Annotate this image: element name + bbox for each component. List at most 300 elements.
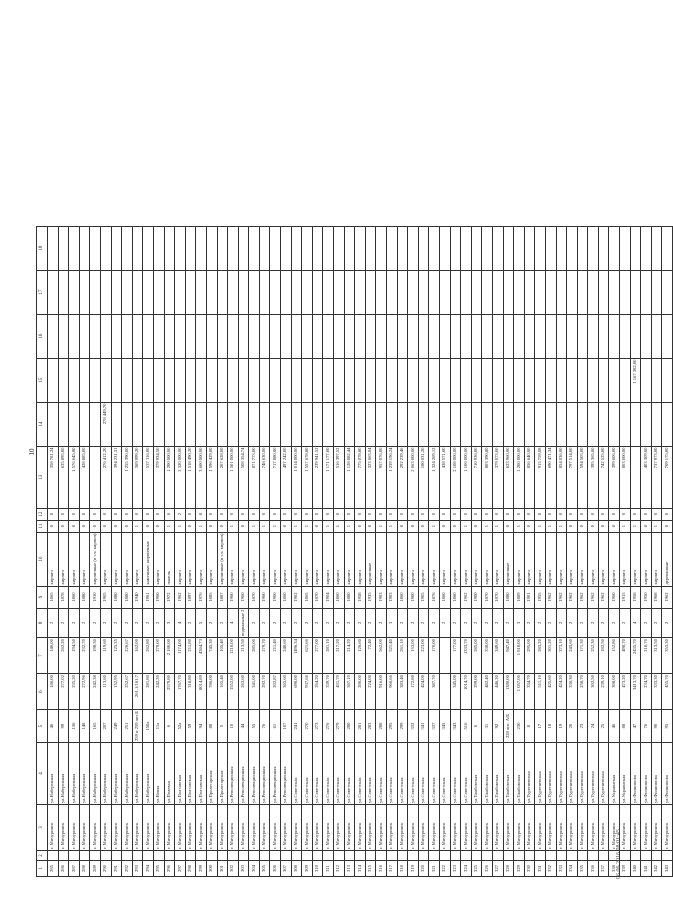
table-cell: 323 xyxy=(450,861,461,877)
table-cell: г. Мичуринск xyxy=(281,805,292,851)
table-cell: г. Мичуринск xyxy=(503,805,514,851)
column-number-cell: 18 xyxy=(37,226,48,270)
table-cell: 6 xyxy=(164,508,175,520)
table-cell xyxy=(355,226,366,270)
table-cell xyxy=(249,402,260,446)
table-cell: кирпич xyxy=(249,532,260,586)
table-cell: 1 128 882,44 xyxy=(344,446,355,508)
table-cell xyxy=(503,402,514,446)
table-cell: 113,60 xyxy=(100,674,111,710)
table-cell: 1962 xyxy=(588,586,599,608)
column-number-row xyxy=(37,226,48,876)
table-row xyxy=(206,226,217,876)
table-cell xyxy=(482,226,493,270)
table-cell xyxy=(397,851,408,861)
table-cell: 2 xyxy=(334,608,345,638)
table-cell: 710 936,00 xyxy=(471,446,482,508)
table-cell: г. Мичуринск xyxy=(397,805,408,851)
table-cell: 279,70 xyxy=(259,638,270,674)
table-cell: ул.Советская xyxy=(418,743,429,805)
table-cell: 1962 xyxy=(662,586,673,608)
table-cell xyxy=(588,226,599,270)
table-cell xyxy=(238,314,249,358)
table-cell xyxy=(630,851,641,861)
table-cell: 207 xyxy=(100,710,111,743)
table-cell xyxy=(482,851,493,861)
column-number-cell: 17 xyxy=(37,270,48,314)
table-cell xyxy=(492,270,503,314)
table-cell: 0 xyxy=(100,508,111,520)
column-number-cell: 3 xyxy=(37,805,48,851)
table-cell: 299 xyxy=(196,861,207,877)
table-cell: ул.Тамбовская xyxy=(492,743,503,805)
table-row xyxy=(598,226,609,876)
table-cell: г. Мичуринск xyxy=(387,805,398,851)
table-cell: 0 xyxy=(153,520,164,532)
table-cell: 1900 xyxy=(471,586,482,608)
table-cell xyxy=(641,270,652,314)
table-row xyxy=(450,226,461,876)
table-cell xyxy=(100,314,111,358)
table-cell xyxy=(291,851,302,861)
table-cell xyxy=(153,402,164,446)
table-cell: ул.Советская xyxy=(408,743,419,805)
table-cell xyxy=(259,358,270,402)
table-cell xyxy=(397,314,408,358)
table-cell xyxy=(545,314,556,358)
table-cell xyxy=(408,358,419,402)
table-cell: 1 xyxy=(630,520,641,532)
table-cell xyxy=(503,226,514,270)
table-cell: 2 180,00 xyxy=(164,638,175,674)
table-cell: 292 xyxy=(122,861,133,877)
table-cell: 270 xyxy=(302,710,313,743)
table-cell: 0 xyxy=(609,520,620,532)
table-cell xyxy=(206,358,217,402)
table-cell xyxy=(387,226,398,270)
table-cell: кирпич xyxy=(492,532,503,586)
table-cell: кирпич xyxy=(344,532,355,586)
table-cell: 0 xyxy=(111,508,122,520)
table-cell: г. Мичуринск xyxy=(79,805,90,851)
table-cell: 3413,70 xyxy=(630,674,641,710)
table-cell: 1 818,00 xyxy=(514,638,525,674)
table-cell: 854 036,00 xyxy=(556,446,567,508)
table-cell xyxy=(58,851,69,861)
table-cell: 0 xyxy=(641,520,652,532)
table-cell: 2 108 000,00 xyxy=(450,446,461,508)
table-cell: кирпичные xyxy=(365,532,376,586)
table-cell: 46 xyxy=(48,710,59,743)
column-number-cell: 7 xyxy=(37,638,48,674)
column-number-cell: 1 xyxy=(37,861,48,877)
table-cell: 299 xyxy=(397,710,408,743)
table-cell xyxy=(323,270,334,314)
table-cell xyxy=(259,270,270,314)
table-cell: 6 xyxy=(164,710,175,743)
table-row xyxy=(524,226,535,876)
table-cell xyxy=(662,402,673,446)
table-cell: каменные, кирпичные xyxy=(143,532,154,586)
table-cell: 323 663,04 xyxy=(365,446,376,508)
table-cell: 748 630,00 xyxy=(259,446,270,508)
table-cell xyxy=(387,270,398,314)
column-number-cell: 15 xyxy=(37,358,48,402)
table-cell: ул.Полтавская xyxy=(185,743,196,805)
table-cell: кирпичные xyxy=(503,532,514,586)
column-number-cell: 10 xyxy=(37,532,48,586)
table-cell xyxy=(228,270,239,314)
table-row xyxy=(418,226,429,876)
table-cell: 186,00 xyxy=(48,674,59,710)
table-cell: 180 031,20 xyxy=(418,446,429,508)
table-cell xyxy=(461,358,472,402)
table-cell xyxy=(69,270,80,314)
table-cell xyxy=(556,314,567,358)
table-cell: 1900 xyxy=(408,586,419,608)
table-cell xyxy=(567,226,578,270)
table-cell: деревянные xyxy=(662,532,673,586)
table-cell: ул.Тургеневская xyxy=(535,743,546,805)
table-cell: 302,50 xyxy=(588,674,599,710)
table-row xyxy=(228,226,239,876)
table-cell: 25 xyxy=(598,710,609,743)
table-row xyxy=(291,226,302,876)
table-cell: 0 xyxy=(217,508,228,520)
table-cell: 1 106 000,00 xyxy=(461,446,472,508)
table-cell xyxy=(545,270,556,314)
table-cell: 285,00 xyxy=(471,638,482,674)
table-cell: 1 324 269,12 xyxy=(429,446,440,508)
table-cell: 0 xyxy=(461,508,472,520)
table-cell: ул.Тамбовская xyxy=(471,743,482,805)
table-cell xyxy=(312,358,323,402)
table-cell: 328 xyxy=(503,861,514,877)
table-row xyxy=(185,226,196,876)
table-cell xyxy=(69,314,80,358)
table-cell xyxy=(302,226,313,270)
table-cell: г. Мичуринск xyxy=(556,805,567,851)
table-cell xyxy=(312,270,323,314)
table-cell: 797 514,00 xyxy=(567,446,578,508)
table-cell xyxy=(228,314,239,358)
table-cell: 252,30 xyxy=(588,638,599,674)
table-cell xyxy=(450,270,461,314)
table-cell: 0 xyxy=(397,520,408,532)
table-cell: 0 xyxy=(291,508,302,520)
table-cell xyxy=(461,314,472,358)
table-cell xyxy=(164,314,175,358)
table-cell: 277,00 xyxy=(312,638,323,674)
table-cell: 0 xyxy=(344,508,355,520)
table-cell xyxy=(344,270,355,314)
table-cell: 915 759,08 xyxy=(535,446,546,508)
table-cell: г. Мичуринск xyxy=(334,805,345,851)
column-number-cell: 5 xyxy=(37,710,48,743)
table-cell: 318 xyxy=(397,861,408,877)
table-cell xyxy=(651,226,662,270)
table-cell xyxy=(334,226,345,270)
table-cell: 337 xyxy=(429,710,440,743)
table-cell: 1870 xyxy=(482,586,493,608)
table-cell xyxy=(577,314,588,358)
table-cell: 1 xyxy=(164,520,175,532)
table-cell: 1903 xyxy=(387,586,398,608)
table-cell xyxy=(524,358,535,402)
table-cell: 1 xyxy=(651,520,662,532)
table-cell xyxy=(545,402,556,446)
table-cell xyxy=(376,402,387,446)
table-cell xyxy=(641,851,652,861)
table-cell: 321 xyxy=(429,861,440,877)
table-cell xyxy=(514,270,525,314)
table-row xyxy=(376,226,387,876)
table-cell: 1 xyxy=(545,520,556,532)
table-cell: 292,70 xyxy=(259,674,270,710)
table-cell: 291 xyxy=(111,861,122,877)
table-cell: 0 xyxy=(122,508,133,520)
table-cell: 310 xyxy=(312,861,323,877)
table-cell: 2 xyxy=(545,608,556,638)
table-cell xyxy=(503,270,514,314)
table-cell: 1 576 645,80 xyxy=(69,446,80,508)
table-cell: 171,30 xyxy=(577,638,588,674)
table-cell xyxy=(323,358,334,402)
table-cell: кирпич xyxy=(79,532,90,586)
table-cell: 251 xyxy=(122,710,133,743)
table-cell: 334 xyxy=(567,861,578,877)
table-cell: 341,00 xyxy=(249,674,260,710)
table-cell: 498,70 xyxy=(620,638,631,674)
table-row xyxy=(281,226,292,876)
table-cell: 44 xyxy=(238,710,249,743)
table-cell: 232,70 xyxy=(79,638,90,674)
table-cell: 0 xyxy=(217,520,228,532)
table-cell: панель xyxy=(164,532,175,586)
table-cell: 288 xyxy=(79,861,90,877)
table-cell: 2 xyxy=(365,608,376,638)
table-cell: 305 xyxy=(259,861,270,877)
table-cell: кирпич xyxy=(609,532,620,586)
table-row xyxy=(545,226,556,876)
table-cell: г. Мичуринск xyxy=(598,805,609,851)
table-cell: ул.Набережная xyxy=(122,743,133,805)
table-cell: 241 xyxy=(291,710,302,743)
table-cell xyxy=(79,314,90,358)
table-cell: 336 xyxy=(588,861,599,877)
table-cell: г. Мичуринск xyxy=(143,805,154,851)
table-cell xyxy=(365,851,376,861)
table-cell: 262,20 xyxy=(58,638,69,674)
table-cell xyxy=(164,402,175,446)
table-cell: 165 xyxy=(90,710,101,743)
table-row xyxy=(69,226,80,876)
table-cell: 2 xyxy=(153,608,164,638)
table-cell xyxy=(90,446,101,508)
table-cell xyxy=(100,226,111,270)
rotated-table-page xyxy=(14,17,669,887)
table-cell: 0 xyxy=(153,508,164,520)
table-row xyxy=(238,226,249,876)
table-cell: кирпич xyxy=(408,532,419,586)
table-cell xyxy=(153,270,164,314)
table-cell xyxy=(514,851,525,861)
table-cell: кирпич xyxy=(238,532,249,586)
table-cell: 0 xyxy=(206,508,217,520)
table-cell: 2 xyxy=(344,608,355,638)
table-cell xyxy=(132,226,143,270)
table-cell: 94 xyxy=(196,710,207,743)
table-cell xyxy=(217,851,228,861)
table-cell xyxy=(535,402,546,446)
table-cell: 281 xyxy=(355,710,366,743)
table-row xyxy=(270,226,281,876)
table-cell: 2 xyxy=(323,608,334,638)
table-cell xyxy=(281,226,292,270)
table-cell: 335 xyxy=(577,861,588,877)
table-cell: 1 171 177,00 xyxy=(323,446,334,508)
table-cell: кирпич xyxy=(132,532,143,586)
table-cell: 317 xyxy=(387,861,398,877)
table-cell: 61 xyxy=(270,710,281,743)
table-cell: 2 xyxy=(376,608,387,638)
table-cell xyxy=(408,402,419,446)
table-cell: 322 xyxy=(439,861,450,877)
table-cell: 0 xyxy=(387,508,398,520)
table-cell xyxy=(69,402,80,446)
table-cell xyxy=(153,851,164,861)
table-cell: 431,70 xyxy=(334,674,345,710)
table-cell: 5 xyxy=(196,608,207,638)
table-cell: 0 xyxy=(577,508,588,520)
table-row xyxy=(143,226,154,876)
table-cell: г. Мичуринск xyxy=(228,805,239,851)
table-cell: 0 xyxy=(111,520,122,532)
table-cell: 1880 xyxy=(111,586,122,608)
table-cell xyxy=(175,358,186,402)
table-cell: кирпич xyxy=(439,532,450,586)
table-cell: 511,10 xyxy=(535,674,546,710)
table-cell: 23 xyxy=(577,710,588,743)
table-cell xyxy=(461,270,472,314)
table-cell: г. Мичуринск xyxy=(535,805,546,851)
table-cell xyxy=(450,851,461,861)
table-cell: 210,70 xyxy=(641,638,652,674)
table-cell: 2 xyxy=(132,608,143,638)
table-cell: кирпич xyxy=(397,532,408,586)
table-cell: 1897 xyxy=(185,586,196,608)
table-cell: 428 885,00 xyxy=(79,446,90,508)
table-cell: 424,20 xyxy=(556,674,567,710)
table-cell: 0 xyxy=(588,520,599,532)
table-cell: 1962 xyxy=(577,586,588,608)
table-cell: 1880 xyxy=(503,586,514,608)
table-cell: 329 xyxy=(514,861,525,877)
table-row xyxy=(662,226,673,876)
table-cell: 2 xyxy=(418,608,429,638)
table-cell xyxy=(281,270,292,314)
table-cell: 272,96 xyxy=(79,674,90,710)
column-number-cell: 4 xyxy=(37,743,48,805)
table-cell: 0 xyxy=(238,520,249,532)
table-row xyxy=(482,226,493,876)
table-cell xyxy=(100,270,111,314)
table-cell: 239,10 xyxy=(598,674,609,710)
table-cell xyxy=(429,402,440,446)
table-cell: г. Мичуринск xyxy=(588,805,599,851)
table-cell: 353,30 xyxy=(662,638,673,674)
table-cell: ул.Советская xyxy=(355,743,366,805)
table-cell xyxy=(228,358,239,402)
table-cell: 2 xyxy=(175,508,186,520)
table-cell xyxy=(365,402,376,446)
table-cell: 0 xyxy=(598,520,609,532)
table-cell xyxy=(471,314,482,358)
table-cell: ул.Филиппова xyxy=(651,743,662,805)
table-cell xyxy=(620,402,631,446)
table-cell xyxy=(630,446,641,508)
table-cell: 621,66 xyxy=(302,638,313,674)
table-cell: 331 xyxy=(535,861,546,877)
table-row xyxy=(217,226,228,876)
table-cell: 243,60 xyxy=(567,638,578,674)
table-row xyxy=(439,226,450,876)
table-cell: 2 xyxy=(355,608,366,638)
table-cell xyxy=(482,270,493,314)
table-cell xyxy=(439,226,450,270)
table-cell xyxy=(514,226,525,270)
table-cell: 76 xyxy=(641,710,652,743)
table-cell: 194,50 xyxy=(69,638,80,674)
table-cell: 594 505,00 xyxy=(577,446,588,508)
table-row xyxy=(641,226,652,876)
table-cell: 332 xyxy=(545,861,556,877)
table-cell: 273 xyxy=(312,710,323,743)
table-cell: г. Мичуринск xyxy=(439,805,450,851)
table-cell: 2 xyxy=(100,608,111,638)
footer-stamp: 06.06.2016 08:01:45 xyxy=(616,829,622,879)
table-cell xyxy=(206,270,217,314)
table-cell xyxy=(143,851,154,861)
table-cell: кирпич xyxy=(524,532,535,586)
table-cell: г. Мичуринск xyxy=(461,805,472,851)
table-cell xyxy=(111,270,122,314)
table-cell: кирпич xyxy=(302,532,313,586)
table-cell xyxy=(217,402,228,446)
table-cell: г. Мичуринск xyxy=(514,805,525,851)
table-cell: ул.Тургеневская xyxy=(577,743,588,805)
table-cell xyxy=(238,270,249,314)
table-cell xyxy=(524,402,535,446)
table-cell: 326 xyxy=(482,861,493,877)
table-cell: 856 640,00 xyxy=(524,446,535,508)
column-number-cell: 12 xyxy=(37,508,48,520)
table-cell: 2 xyxy=(503,608,514,638)
table-cell: ул.Новая xyxy=(153,743,164,805)
table-cell: г. Мичуринск xyxy=(291,805,302,851)
table-cell: 2 xyxy=(620,608,631,638)
table-cell: 301 xyxy=(217,861,228,877)
table-cell: 165,40 xyxy=(217,674,228,710)
table-cell: г. Мичуринск xyxy=(429,805,440,851)
table-cell xyxy=(609,314,620,358)
table-cell xyxy=(48,358,59,402)
table-cell: 4364,73 xyxy=(196,638,207,674)
table-cell: 249 xyxy=(111,710,122,743)
table-cell: 309 xyxy=(302,861,313,877)
table-cell xyxy=(175,270,186,314)
table-cell: ул.Набережная xyxy=(69,743,80,805)
